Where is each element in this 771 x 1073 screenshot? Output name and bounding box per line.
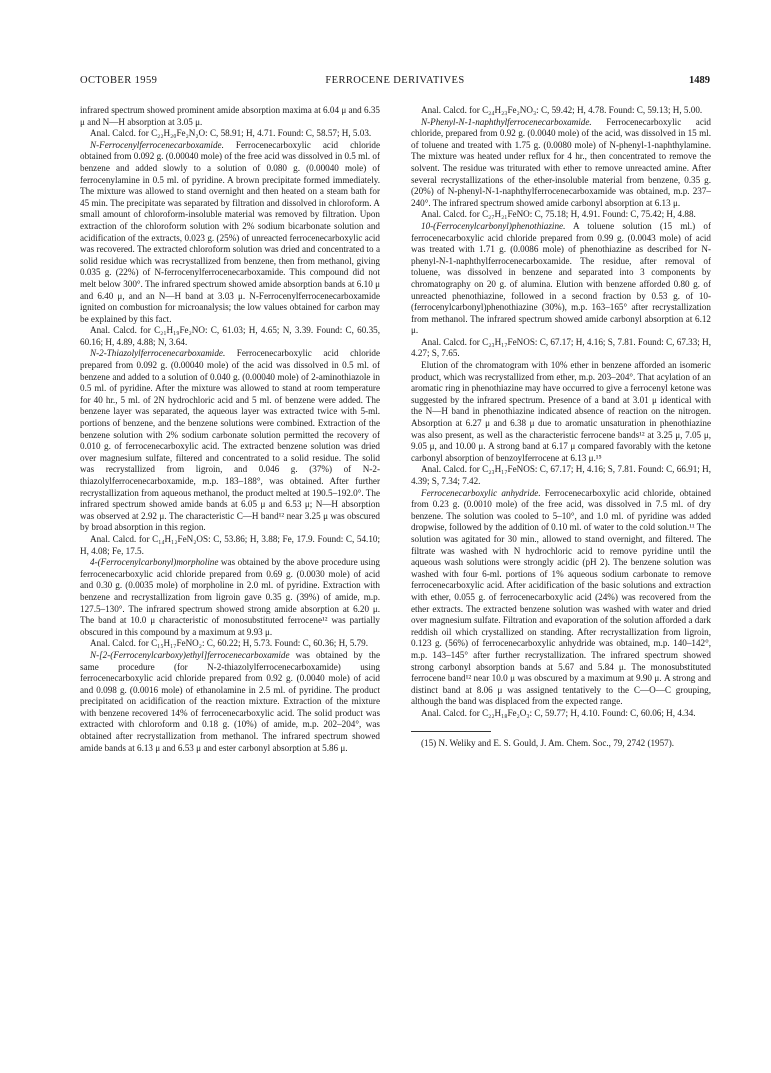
paragraph-text: Anal. Calcd. for C₂₂H₁₈Fe₂O₃: C, 59.77; H, 4.10. Found: C, 60.06; H, 4.34.	[421, 707, 696, 718]
paragraph-text: Anal. Calcd. for C₁₄H₁₂FeN₂OS: C, 53.86; H, 3.88; Fe, 17.9. Found: C, 54.10; H, 4.08; Fe, 17.5.	[80, 533, 380, 556]
paragraph	[411, 708, 711, 720]
paragraph-text: infrared spectrum showed prominent amide absorption maxima at 6.04 μ and 6.35 μ and N—H absorption at 3.05 μ.	[80, 105, 380, 127]
paragraph-text: Anal. Calcd. for C₂₂H₂₀Fe₂N₂O: C, 58.91; H, 4.71. Found: C, 58.57; H, 5.03.	[90, 128, 372, 139]
paragraph	[80, 128, 380, 140]
paragraph-heading: 10-(Ferrocenylcarbonyl)phenothiazine.	[421, 220, 566, 231]
page-number: 1489	[689, 75, 710, 86]
paragraph	[80, 557, 380, 638]
right-text-column	[411, 105, 711, 1025]
footnote: (15) N. Weliky and E. S. Gould, J. Am. Chem. Soc., 79, 2742 (1957).	[421, 738, 675, 749]
paragraph-text: Ferrocenecarboxylic acid chloride, obtained from 0.23 g. (0.0010 mole) of the free acid, was dissolved in 7.5 ml. of dry benzene. The solution was cooled to 5–10°, and 1.0 ml. of pyridine was added dropwise, followed by the addition of 0.10 ml. of water to the cold solution.¹¹ The solution was agitated for 30 min., allowed to stand overnight, and filtered. The filtrate was washed with N hydrochloric acid to remove pyridine until the aqueous wash solutions were strongly acidic (pH 2). The benzene solution was washed with four 6-ml. portions of 1% aqueous sodium carbonate to remove ferrocenecarboxylic acid. After acidification of the basic solutions and extraction with ether, 0.055 g. of ferrocenecarboxylic acid (24%) was recovered from the ether extracts. The extracted benzene solution was washed with water and dried over magnesium sulfate. Filtration and evaporation of the solution afforded a dark reddish oil which crystallized on standing. After recrystallization from ligroin, 0.123 g. (56%) of ferrocenecarboxylic anhydride was obtained, m.p. 140–142°, m.p. 143–145° after further recrystallization. The infrared spectrum showed strong carbonyl absorption bands at 5.67 and 5.84 μ. The monosubstituted ferrocene band¹² near 10.0 μ was obscured by a maximum at 9.90 μ. A strong and distinct band at 8.06 μ was assigned tentatively to the C—O—C grouping, although the band was displaced from the expected range.	[411, 487, 711, 707]
paragraph	[80, 325, 380, 348]
paragraph	[411, 209, 711, 221]
paragraph-text: was obtained by the above procedure using ferrocenecarboxylic acid chloride prepared from 0.69 g. (0.0030 mole) of acid and 0.30 g. (0.0035 mole) of morpholine in 2.0 ml. of pyridine. Extraction with benzene and recrystallization from ligroin gave 0.35 g. (39%) of amide, m.p. 127.5–130°. The infrared spectrum showed strong amide absorption at 6.20 μ. The band at 10.0 μ characteristic of monosubstituted ferrocene¹² was partially obscured in this compound by a maximum at 9.93 μ.	[80, 557, 380, 637]
paragraph	[411, 221, 711, 337]
paragraph	[411, 488, 711, 708]
paragraph	[411, 464, 711, 487]
paragraph-text: Anal. Calcd. for C₂₄H₂₃Fe₂NO₃: C, 59.42; H, 4.78. Found: C, 59.13; H, 5.00.	[421, 105, 703, 115]
paragraph	[80, 650, 380, 754]
paragraph	[80, 140, 380, 326]
paragraph-heading: N-Ferrocenylferrocenecarboxamide.	[90, 139, 224, 150]
paragraph-heading: Ferrocenecarboxylic anhydride.	[421, 487, 541, 498]
paragraph	[80, 348, 380, 534]
paragraph-text: Elution of the chromatogram with 10% ether in benzene afforded an isomeric product, which was recrystallized from ether, m.p. 203–204°. That acylation of an aromatic ring in phenothiazine may have occurred to give a ferrocenyl ketone was suggested by the infrared spectrum. Presence of a band at 3.01 μ identical with the N—H band in phenothiazine indicated absence of reaction on the nitrogen. Absorption at 6.27 μ and 6.38 μ due to aromatic unsaturation in phenothiazine was also present, as well as the characteristic ferrocene bands¹² at 3.25 μ, 7.05 μ, 9.05 μ, and 10.00 μ. A strong band at 6.17 μ compared favorably with the ketone carbonyl absorption of benzoylferrocene at 6.13 μ.¹⁵	[411, 360, 711, 463]
paragraph-text: Anal. Calcd. for C₁₅H₁₇FeNO₂: C, 60.22; H, 5.73. Found: C, 60.36; H, 5.79.	[90, 638, 368, 649]
running-title: FERROCENE DERIVATIVES	[325, 75, 465, 86]
paragraph-heading: N-2-Thiazolylferrocenecarboxamide.	[90, 348, 226, 359]
paragraph-text: Anal. Calcd. for C₂₁H₁₉Fe₂NO: C, 61.03; H, 4.65; N, 3.39. Found: C, 60.35, 60.16; H, 4.89, 4.88; N, 3.64.	[80, 325, 380, 347]
paragraph-text: Ferrocenecarboxylic acid chloride, prepared from 0.92 g. (0.0040 mole) of the acid, was dissolved in 15 ml. of toluene and treated with 1.75 g. (0.0080 mole) of N-phenyl-1-naphthylamine. The mixture was heated under reflux for 4 hr., then concentrated to remove the solvent. The residue was triturated with ether to remove unreacted amine. After several recrystallizations of the ether-insoluble material from benzene, 0.35 g. (20%) of N-phenyl-N-1-naphthylferrocenecarboxamide was obtained, m.p. 237–240°. The infrared spectrum showed amide carbonyl absorption at 6.13 μ.	[411, 116, 711, 208]
left-text-column	[80, 105, 380, 1025]
paragraph-text: Ferrocenecarboxylic acid chloride obtained from 0.092 g. (0.00040 mole) of the free acid was dissolved in 0.5 ml. of benzene and added slowly to a solution of 0.080 g. (0.00040 mole) of ferrocenylamine in 0.5 ml. of pyridine. A brown precipitate formed immediately. The mixture was allowed to stand overnight and then heated on a steam bath for 45 min. The precipitate was separated by filtration and dissolved in chloroform. A small amount of chloroform-insoluble material was removed by filtration. Upon extraction of the chloroform solution with 2% sodium bicarbonate solution and acidification of the extracts, 0.023 g. (25%) of unreacted ferrocenecarboxylic acid was recovered. The extracted chloroform solution was dried and concentrated to a solid residue which was recrystallized from benzene, then from methanol, giving 0.035 g. (22%) of N-ferrocenylferrocenecarboxamide. This compound did not melt below 300°. The infrared spectrum showed amide absorption bands at 6.10 μ and 6.40 μ, and an N—H band at 3.03 μ. N-Ferrocenylferrocenecarboxamide ignited on combustion for microanalysis; the low values obtained for carbon may be explained by this fact.	[80, 139, 380, 324]
paragraph	[411, 337, 711, 360]
issue-date: OCTOBER 1959	[80, 75, 158, 86]
paragraph	[411, 117, 711, 210]
paragraph-text: Anal. Calcd. for C₂₃H₁₇FeNOS: C, 67.17; H, 4.16; S, 7.81. Found: C, 66.91; H, 4.39; S, 7.34; 7.42.	[411, 464, 711, 486]
paragraph	[80, 534, 380, 557]
page-header	[80, 75, 710, 91]
paragraph	[80, 105, 380, 128]
paragraph-heading: 4-(Ferrocenylcarbonyl)morpholine	[90, 557, 219, 568]
paragraph	[411, 105, 711, 117]
paragraph	[80, 638, 380, 650]
footnote-divider	[411, 731, 491, 732]
paragraph-text: Ferrocenecarboxylic acid chloride prepared from 0.092 g. (0.00040 mole) of the acid was dissolved in 0.5 ml. of benzene and added to a solution of 0.040 g. (0.00040 mole) of 2-aminothiazole in 0.5 ml. of pyridine. After the mixture was allowed to stand at room temperature for 40 hr., 5 ml. of 2N hydrochloric acid and 5 ml. of benzene were added. The benzene layer was separated, the aqueous layer was extracted twice with 5-ml. portions of benzene, and the benzene solutions were combined. Extraction of the benzene solution with 2% sodium carbonate solution permitted the recovery of 0.010 g. of ferrocenecarboxylic acid. The extracted benzene solution was dried over magnesium sulfate, filtered and concentrated to a solid residue. The solid was recrystallized from ligroin, and 0.046 g. (37%) of N-2-thiazolylferrocenecarboxamide, m.p. 183–188°, was obtained. After further recrystallization from aqueous methanol, the product melted at 190.5–192.0°. The infrared spectrum showed amide bands at 6.05 μ and 6.53 μ; N—H absorption was observed at 2.92 μ. The characteristic C—H band¹² near 3.25 μ was obscured by broad absorption in this region.	[80, 348, 380, 533]
paragraph-heading: N-[2-(Ferrocenylcarboxy)ethyl]ferrocenecarboxamide	[90, 649, 290, 660]
paragraph-heading: N-Phenyl-N-1-naphthylferrocenecarboxamide.	[421, 116, 592, 127]
paragraph	[411, 360, 711, 464]
paragraph-text: Anal. Calcd. for C₂₇H₂₁FeNO: C, 75.18; H, 4.91. Found: C, 75.42; H, 4.88.	[421, 209, 696, 220]
paragraph-text: A toluene solution (15 ml.) of ferrocenecarboxylic acid chloride prepared from 0.99 g. (0.0043 mole) of acid was treated with 1.71 g. (0.0086 mole) of phenothiazine as described for N-phenyl-N-1-naphthylferrocenecarboxamide. The residue, after removal of toluene, was dissolved in benzene and separated into 3 components by chromatography on 20 g. of alumina. Elution with benzene afforded 0.80 g. of unreacted phenothiazine, followed in a second fraction by 0.53 g. of 10-(ferrocenylcarbonyl)phenothiazine (30%), m.p. 163–165° after recrystallization from methanol. The infrared spectrum showed amide carbonyl absorption at 6.12 μ.	[411, 220, 711, 336]
paragraph-text: Anal. Calcd. for C₂₃H₁₇FeNOS: C, 67.17; H, 4.16; S, 7.81. Found: C, 67.33; H, 4.27; S, 7.65.	[411, 336, 711, 359]
paragraph-text: was obtained by the same procedure (for N-2-thiazolylferrocenecarboxamide) using ferrocenecarboxylic acid chloride prepared from 0.92 g. (0.0040 mole) of acid and 0.098 g. (0.0016 mole) of ethanolamine in 2.5 ml. of pyridine. The product precipitated on acidification of the reaction mixture. Extraction of the mixture with benzene recovered 14% of ferrocenecarboxylic acid. The solid product was extracted with chloroform and 0.18 g. (10%) of amide, m.p. 202–204°, was obtained after recrystallization from methanol. The infrared spectrum showed amide bands at 6.13 μ and 6.53 μ and ester carbonyl absorption at 5.86 μ.	[80, 649, 380, 753]
